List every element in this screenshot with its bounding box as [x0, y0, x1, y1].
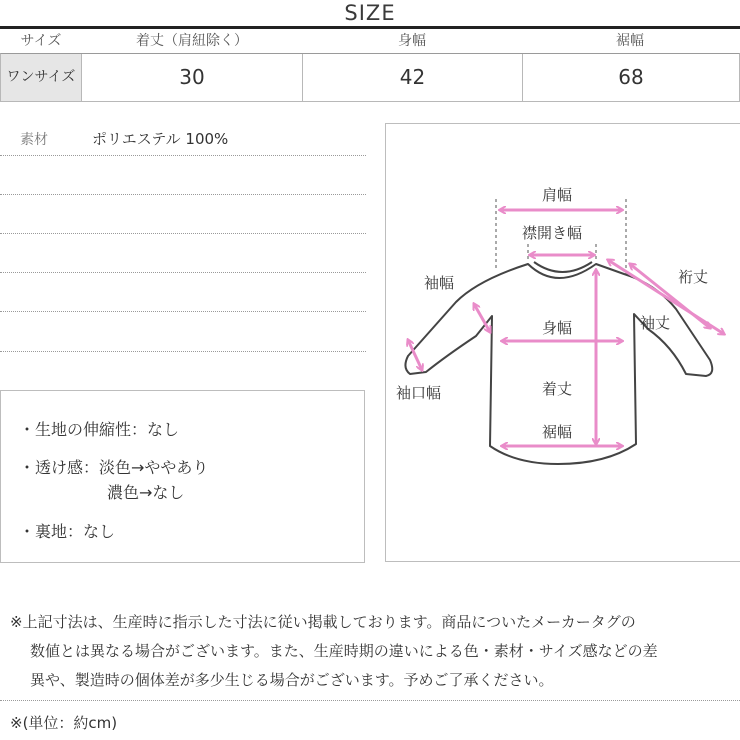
disclaimer-text — [10, 608, 735, 695]
dotted-divider — [0, 700, 740, 701]
body-width-value: 42 — [303, 54, 523, 101]
page-title: SIZE — [344, 1, 396, 25]
label-hem: 裾幅 — [542, 423, 573, 441]
dotted-divider — [0, 311, 366, 312]
table-header-body-width: 身幅 — [398, 33, 426, 49]
length-value: 30 — [82, 54, 303, 101]
hem-width-value: 68 — [618, 65, 644, 89]
size-table-row — [0, 53, 740, 102]
dotted-divider — [0, 272, 366, 273]
note-lining: ・裏地：なし — [19, 522, 116, 541]
note-sheerness-dark: 濃色→なし — [107, 483, 185, 502]
dotted-divider — [0, 155, 366, 156]
disclaimer-line: ※上記寸法は、生産時に指示した寸法に従い掲載しております。商品についたメーカータグの — [10, 613, 636, 631]
label-yuki: 裄丈 — [678, 268, 709, 286]
label-sleeve-length: 袖丈 — [640, 314, 671, 332]
table-header-length: 着丈（肩紐除く） — [136, 33, 248, 49]
measurement-diagram — [385, 123, 740, 562]
disclaimer-line: 数値とは異なる場合がございます。また、生産時期の違いによる色・素材・サイズ感などの差 — [30, 642, 658, 660]
title-divider — [0, 26, 740, 29]
label-cuff: 袖口幅 — [396, 384, 442, 402]
material-value: ポリエステル 100% — [92, 130, 229, 148]
table-header-hem-width: 裾幅 — [616, 33, 644, 49]
label-neck: 襟開き幅 — [522, 224, 583, 242]
table-header-size: サイズ — [20, 33, 62, 49]
dotted-divider — [0, 194, 366, 195]
dotted-divider — [0, 233, 366, 234]
label-shoulder: 肩幅 — [542, 186, 573, 204]
unit-note: ※(単位：約cm) — [10, 714, 118, 732]
garment-diagram-svg — [386, 124, 740, 561]
note-sheerness: ・透け感：淡色→ややあり — [19, 458, 209, 477]
note-stretch: ・生地の伸縮性：なし — [19, 420, 180, 439]
disclaimer-line: 異や、製造時の個体差が多少生じる場合がございます。予めご了承ください。 — [30, 671, 554, 689]
label-body-width: 身幅 — [542, 319, 573, 337]
label-sleeve-width: 袖幅 — [424, 274, 455, 292]
fabric-notes-box — [0, 390, 365, 563]
size-cell: ワンサイズ — [1, 54, 82, 101]
dotted-divider — [0, 351, 366, 352]
label-length: 着丈 — [542, 380, 573, 398]
material-label: 素材 — [20, 132, 48, 148]
